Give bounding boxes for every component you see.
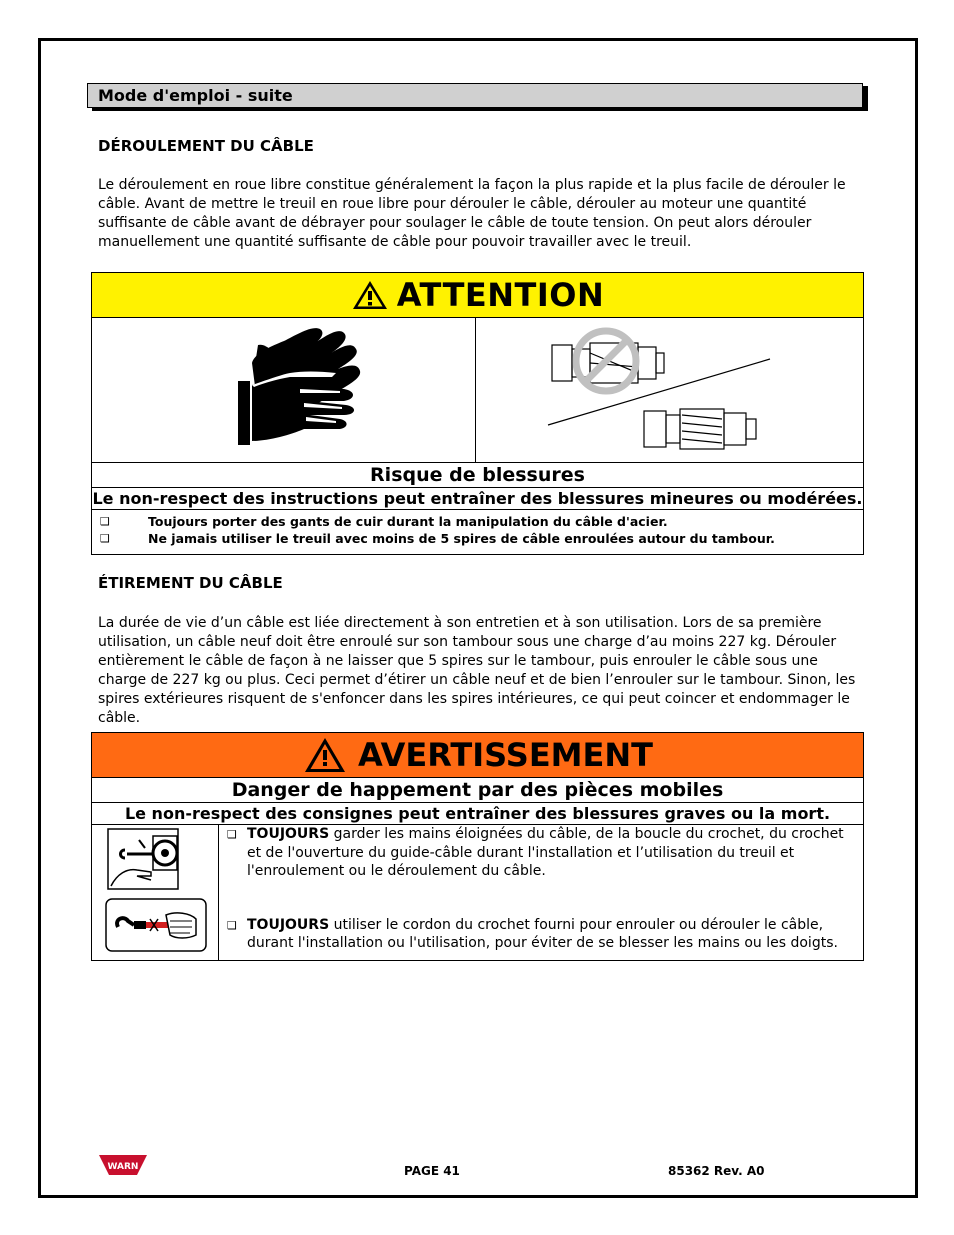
warning-consequence: Le non-respect des consignes peut entraîner des blessures graves ou la mort. (92, 803, 863, 825)
list-item: ❑ TOUJOURS garder les mains éloignées du câble, de la boucle du crochet, du crochet et de l'ouverture du guide-câble durant l'installation et l’utilisation du treuil et l'enroulement ou le déroulement du câble. (227, 826, 844, 879)
list-item: ❑ Toujours porter des gants de cuir durant la manipulation du câble d'acier. (92, 513, 863, 530)
pinch-point-hand-icon (107, 828, 179, 890)
stretching-heading: ÉTIREMENT DU CÂBLE (98, 574, 283, 592)
stretching-paragraph: La durée de vie d’un câble est liée directement à son entretien et à son utilisation. Lors de sa première utilisation, un câble neuf doit être enroulé sur son tambour sous une charge d’au moins 227 kg. Dérouler entièrement le câble de façon à ne laisser que 5 spires sur le tambour, puis enrouler le câble sous une charge de 227 kg ou plus. Ceci permet d’étirer un câble neuf et de bien l’enrouler sur le tambour. Sinon, les spires extérieures risquent de s'enfoncer dans les spires intérieures, ce qui peut coincer et endommager le câble. (98, 615, 856, 726)
winch-prohibited-icon (540, 323, 800, 457)
warning-body (92, 825, 863, 960)
attention-signal-word: ATTENTION (396, 276, 605, 314)
winch-cell (476, 318, 863, 462)
attention-box (91, 272, 864, 555)
checkbox-bullet-icon: ❑ (227, 918, 237, 932)
attention-bullets (92, 510, 863, 551)
list-item: ❑ Ne jamais utiliser le treuil avec moins de 5 spires de câble enroulées autour du tambour. (92, 530, 863, 547)
warn-logo-icon (97, 1153, 149, 1177)
hook-strap-icon (104, 897, 208, 953)
attention-consequence: Le non-respect des instructions peut entraîner des blessures mineures ou modérées. (92, 489, 863, 508)
spooling-paragraph: Le déroulement en roue libre constitue généralement la façon la plus rapide et la plus facile de dérouler le câble. Avant de mettre le treuil en roue libre pour dérouler le câble, dérouler au moteur une quantité suffisante de câble avant de débrayer pour soulager le câble de toute tension. On peut alors dérouler manuellement une quantité suffisante de câble pour pouvoir travailler avec le treuil. (98, 177, 846, 250)
list-item: ❑ TOUJOURS utiliser le cordon du crochet fourni pour enrouler ou dérouler le câble, durant l'installation ou l'utilisation, pour éviter de se blesser les mains ou les doigts. (227, 916, 838, 951)
warning-pictograms (92, 825, 219, 960)
gloves-icon (224, 323, 384, 457)
page-number: PAGE 41 (404, 1164, 460, 1178)
warning-text (219, 825, 863, 960)
checkbox-bullet-icon: ❑ (100, 532, 110, 545)
warning-header (92, 733, 863, 778)
svg-text:WARN: WARN (107, 1162, 139, 1172)
warning-box (91, 732, 864, 961)
gloves-cell (92, 318, 476, 462)
warning-signal-word: AVERTISSEMENT (358, 736, 653, 774)
section-title: Mode d'emploi - suite (87, 83, 863, 108)
checkbox-bullet-icon: ❑ (100, 515, 110, 528)
attention-header (92, 273, 863, 318)
document-number: 85362 Rev. A0 (668, 1164, 765, 1178)
checkbox-bullet-icon: ❑ (227, 828, 237, 841)
spooling-heading: DÉROULEMENT DU CÂBLE (98, 137, 314, 155)
attention-pictograms (92, 318, 863, 463)
attention-hazard: Risque de blessures (92, 463, 863, 488)
warning-hazard: Danger de happement par des pièces mobiles (92, 778, 863, 803)
warning-triangle-icon (302, 735, 348, 775)
warning-triangle-icon (351, 279, 389, 311)
